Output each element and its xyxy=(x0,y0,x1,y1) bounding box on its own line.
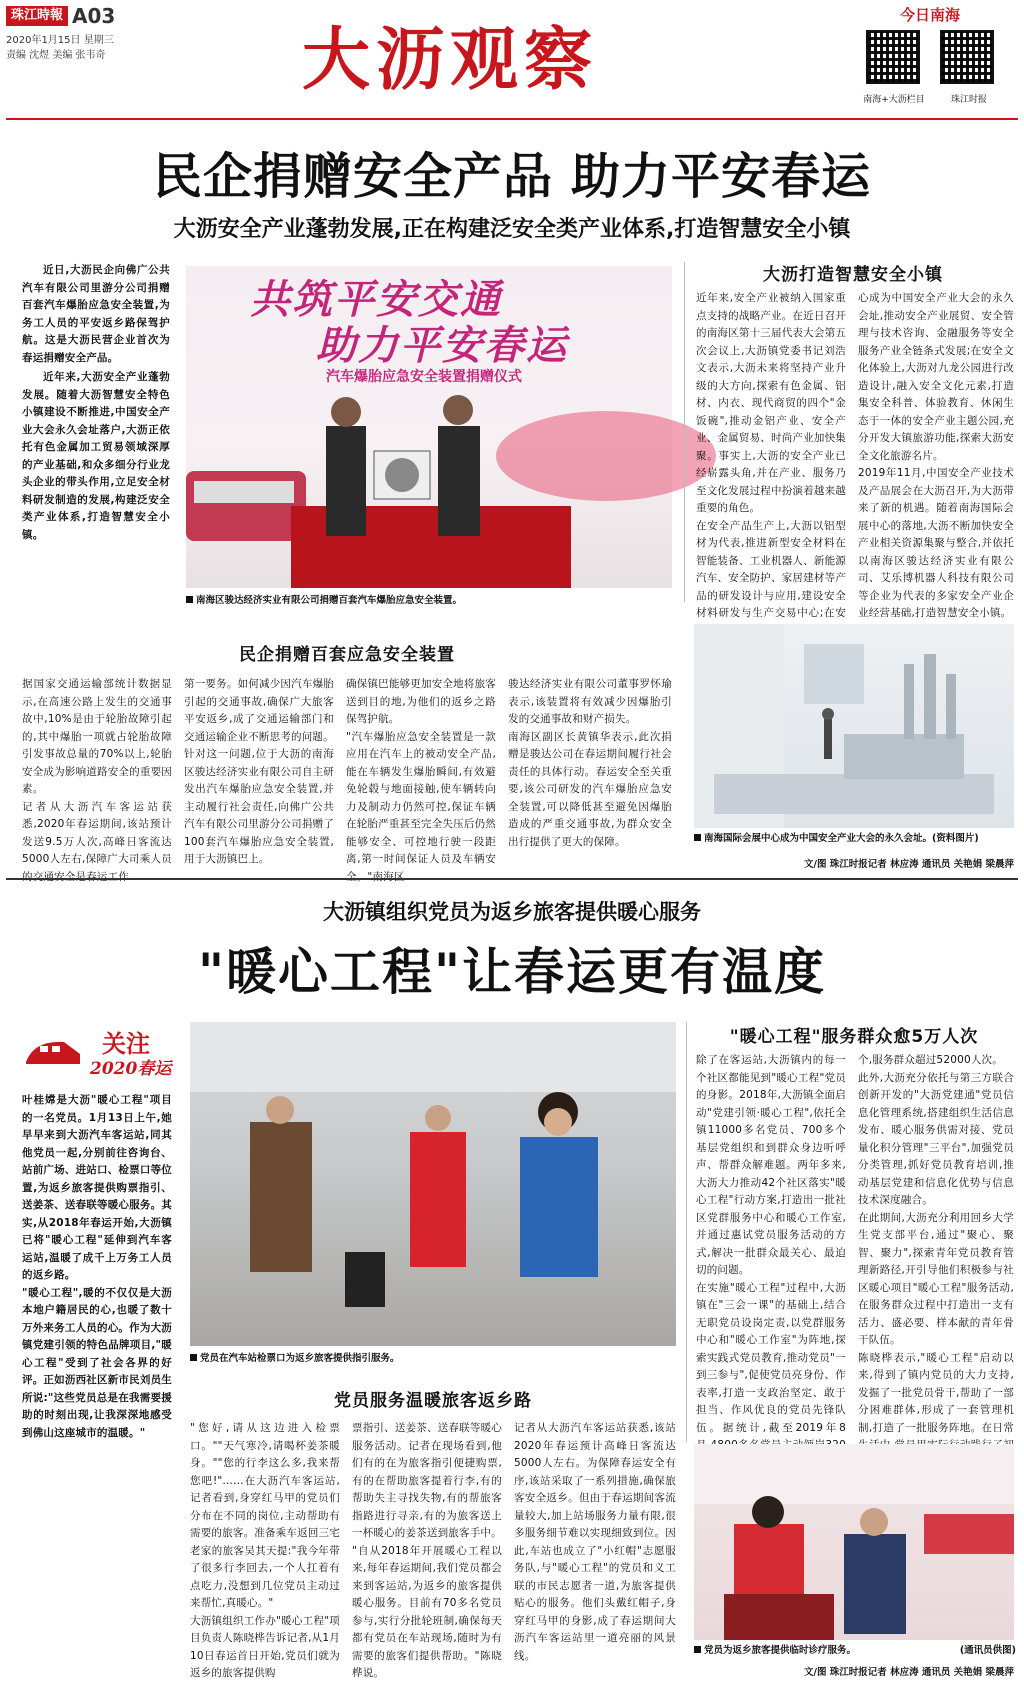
today-nanhai-badge: 今日南海 xyxy=(900,6,961,24)
qr-label-2: 珠江时报 xyxy=(950,95,987,105)
banner-line-3: 汽车爆胎应急安全装置捐赠仪式 xyxy=(326,369,522,385)
second-sub2-col-2: 票指引、送姜茶、送春联等暖心服务活动。记者在现场看到,他们有的在为旅客指引便捷购票,有的在帮助旅客提着行李,有的帮助失主寻找失物,有的帮旅客指路进行寻亲,有的为旅客送上一杯暖心的姜茶送到旅客手中。 "自从2018年开展暖心工程以来,每年春运期间,我们党员都会来到客运站,为返乡的旅客提供暖心服务。目前有70多名党员参与,实行分批轮班制,确保每天都有党员在车站现场,随时为有需要的旅客们提供帮助。"陈晓桦说。 xyxy=(352,1422,502,1679)
section-title: 大沥观察 xyxy=(301,20,598,100)
station-photo-caption: 党员在汽车站检票口为返乡旅客提供指引服务。 xyxy=(190,1352,676,1366)
lead-intro-column xyxy=(22,262,170,592)
story-divider xyxy=(6,878,1018,880)
second-side-col-2: 个,服务群众超过52000人次。 此外,大沥充分依托与第三方联合创新开发的"大沥党建通"党员信息化管理系统,搭建组织生活信息发布、暖心服务供需对接、党员量化积分管理"三平台",加强党员分类管理,抓好党员教育培训,推动基层党建和信息化优势与信息技术深度融合。 在此期间,大沥充分利用回乡大学生党支部平台,通过"聚心、聚智、聚力",探索青年党员教育管理新路径,开引导他们积极参与社区暖心项目"暖心工程"服务活动,在服务群众过程中打造出一支有活力、盛必要、样本献的青年骨干队伍。 陈晓桦表示,"暖心工程"启动以来,得到了镇内党员的大力支持,发掘了一批党员骨干,帮助了一部分困难群体,形成了一套管理机制,打造了一批服务阵地。在日常 xyxy=(858,1054,1014,1434)
logo-bottom-text: 2020春运 xyxy=(90,1059,172,1079)
second-sub2-col-1: "您好,请从这边进入检票口。""天气寒冷,请喝杯姜茶暖身。""您的行李这么多,我来帮您吧!"……在大沥汽车客运站,记者看到,身穿红马甲的党员们分布在不同的岗位,主动帮助有需要的旅客。准备乘车返回三宅老家的旅客吴其天提:"我今年带了很多行李回去,一个人扛着有点吃力,没想到几位党员主动过来帮忙,真暖心。" 大沥镇组织工作办"暖心工程"项目负责人陈晓桦告诉记者,从1月10日春运首日开始,党员们就为返乡的旅客提供购 xyxy=(190,1422,340,1679)
second-byline: 文/图 珠江时报记者 林应涛 通讯员 关艳娟 梁晨萍 xyxy=(803,1667,1014,1678)
clinic-photo xyxy=(694,1444,1014,1640)
station-photo xyxy=(190,1022,676,1346)
lead-sub2-col-1: 据国家交通运输部统计数据显示,在高速公路上发生的交通事故中,10%是由于轮胎故障引起的,其中爆胎一项就占轮胎故障引发事故总量的70%以上,轮胎安全成为影响道路安全的重要因素。 记者从大沥汽车客运站获悉,2020年春运期间,该站预计发送9.5万人次,高峰日客流达5000人左右,保障广大司乘人员的交通安全是春运工作 xyxy=(22,678,172,883)
qr-code-nanhai[interactable] xyxy=(866,30,920,84)
lead-side-col-1: 近年来,安全产业被纳入国家重点支持的战略产业。在近日召开的南海区第十三届代表大会第五次会议上,大沥镇党委书记刘浩文表示,大沥未来将坚持产业升级的大方向,探索有色金属、铝材、内衣、现代商贸的四个"金饭碗",推动金铝产业、安全产业、金属贸易、时尚产业加快集聚。事实上,大沥的安全产业已经崭露头角,并在产业、服务乃至文化发展过程中扮演着越来越重要的角色。 在安全产品生产上,大沥以铝型材为代表,推进新型安全材料在智能装备、工业机器人、新能源汽车、安全防护、家居建材等产品的研发设计与应用,建设安全材料研发与生产交易中心;在安 xyxy=(696,292,846,619)
clinic-photo-caption: 党员为返乡旅客提供临时诊疗服务。 xyxy=(694,1644,944,1658)
logo-top-text: 关注 xyxy=(102,1029,150,1058)
lead-sub2-col-4: 骏达经济实业有限公司董事罗怀瑜表示,该装置将有效减少因爆胎引发的交通事故和财产损失。 南海区副区长黄镇华表示,此次捐赠是骏达公司在春运期间履行社会责任的具体行动。春运安全至关重要,该公司研发的汽车爆胎应急安全装置,可以降低甚至避免因爆胎造成的严重交通事故,为群众安全出行提供了更大的保障。 xyxy=(508,678,672,848)
masthead-rule xyxy=(6,118,1018,120)
second-headline: "暖心工程"让春运更有温度 xyxy=(197,943,827,1001)
lead-subheadline: 大沥安全产业蓬勃发展,正在构建泛安全类产业体系,打造智慧安全小镇 xyxy=(173,217,851,242)
lead-sub2-col-3: 确保镇巴能够更加安全地将旅客送到目的地,为他们的返乡之路保驾护航。 "汽车爆胎应急安全装置是一款应用在汽车上的被动安全产品,能在车辆发生爆胎瞬间,有效避免轮毂与地面接触,使车辆转向力及制动力仍然可控,保证车辆在轮胎严重甚至完全失压后仍然能够安全、可控地行驶一段距离,第一时间保证人员及车辆安全。"南海区 xyxy=(346,678,496,883)
lead-side-title: 大沥打造智慧安全小镇 xyxy=(763,265,943,285)
banner-line-2: 助力平安春运 xyxy=(316,323,568,369)
clinic-scene xyxy=(694,1444,1014,1640)
donation-photo-caption: 南海区骏达经济实业有限公司捐赠百套汽车爆胎应急安全装置。 xyxy=(186,594,672,608)
expo-photo-caption: 南海国际会展中心成为中国安全产业大会的永久会址。(资料图片) xyxy=(694,832,1014,846)
qr-code-zhujiang[interactable] xyxy=(940,30,994,84)
second-sub2-title: 党员服务温暖旅客返乡路 xyxy=(334,1391,532,1411)
banner-line-1: 共筑平安交通 xyxy=(250,277,502,323)
lead-headline: 民企捐赠安全产品 助力平安春运 xyxy=(152,148,872,205)
lead-side-col-2: 心成为中国安全产业大会的永久会址,推动安全产业展贸、安全管理与技术咨询、金融服务等安全服务产业全链条式发展;在安全文化体验上,大沥对九龙公园进行改造设计,融入安全文化元素,打造集安全科普、体验教育、休闲生态于一体的安全产业主题公园,充分开发大镇旅游功能,探索大沥安全文化旅游名片。 2019年11月,中国安全产业技术及产品展会在大沥召开,为大沥带来了新的机遇。随着南海国际会展中心的落地,大沥不断加快安全产业相关资源集聚与整合,并依托以南海区骏达经济实业有限公司、艾乐博机器人科技有限公司等企业为代表的多家安全产业企业经营基础,打造智慧安全小镇。 xyxy=(858,292,1014,619)
masthead xyxy=(0,0,1024,120)
lead-intro-p2: 近年来,大沥安全产业蓬勃发展。随着大沥智慧安全特色小镇建设不断推进,中国安全产业大会永久会址落户,大沥正依托有色金属加工贸易领域深厚的产业基础,和众多细分行业龙头企业的带头作用,立足安全材料研发制造的发展,构建泛安全类产业体系,打造智慧安全小镇。 xyxy=(22,371,170,541)
paper-name-logo: 珠江時報 xyxy=(6,6,68,26)
expo-center-photo xyxy=(694,624,1014,828)
expo-center-scene xyxy=(694,624,1014,828)
issue-date: 2020年1月15日 星期三 xyxy=(6,35,114,46)
lead-sub2-title: 民企捐赠百套应急安全装置 xyxy=(239,645,455,665)
second-divider xyxy=(686,1022,687,1442)
second-side-title: "暖心工程"服务群众愈5万人次 xyxy=(729,1027,979,1047)
station-scene xyxy=(190,1022,676,1346)
lead-divider xyxy=(684,262,685,602)
lead-byline: 文/图 珠江时报记者 林应涛 通讯员 关艳娟 梁晨萍 xyxy=(803,859,1014,870)
donation-photo xyxy=(186,266,672,588)
qr-label-1: 南海+大沥栏目 xyxy=(863,95,925,105)
lead-sub2-col-2: 第一要务。如何减少因汽车爆胎引起的交通事故,确保广大旅客平安返乡,成了交通运输部门和交通运输企业不断思考的问题。 针对这一问题,位于大沥的南海区骏达经济实业有限公司自主研发出汽车爆胎应急安全装置,并主动履行社会责任,向佛广公共汽车有限公司里游分公司捐赠了100套汽车爆胎应急安全装置,用于大沥镇巴上。 xyxy=(184,678,334,865)
editors: 责编 沈煜 美编 张韦奇 xyxy=(6,50,106,61)
clinic-photo-credit: (通讯员供图) xyxy=(959,1645,1016,1656)
train-icon xyxy=(24,1032,84,1072)
second-sub2-col-3: 记者从大沥汽车客运站获悉,该站2020年春运预计高峰日客流达5000人左右。为保障春运安全有序,该站采取了一系列措施,确保旅客安全返乡。但由于春运期间客流量较大,加上站场服务力量有限,很多服务细节难以实现细致到位。因此,车站也成立了"小红帽"志愿服务队,与"暖心工程"的党员和义工联的市民志愿者一道,为旅客提供贴心的服务。他们头戴红帽子,身穿红马甲的身影,成了春运期间大沥汽车客运站里一道亮丽的风景线。 xyxy=(514,1422,676,1662)
page-number: A03 xyxy=(72,4,116,28)
second-kicker: 大沥镇组织党员为返乡旅客提供暖心服务 xyxy=(323,900,701,924)
chunyun-logo xyxy=(24,1022,174,1082)
second-left-column: 叶桂嫦是大沥"暖心工程"项目的一名党员。1月13日上午,她早早来到大沥汽车客运站,同其他党员一起,分别前往咨询台、站前广场、进站口、检票口等位置,为返乡旅客提供购票指引、送姜茶、送春联等暖心服务。其实,从2018年春运开始,大沥镇已将"暖心工程"延伸到汽车客运站,温暖了成千上万务工人员的返乡路。 "暖心工程",暖的不仅仅是大沥本地户籍居民的心,也暖了数十万外来务工人员的心。作为大沥镇党建引领的特色品牌项目,"暖心工程"受到了社会各界的好评。正如沥西社区新市民刘员生所说:"这些党员总是在我需要援助的时刻出现,让我深深地感受到佛山这座城市的温暖。" xyxy=(22,1094,172,1439)
lead-intro-p1: 近日,大沥民企向佛广公共汽车有限公司里游分公司捐赠百套汽车爆胎应急安全装置,为务工人员的平安返乡路保驾护航。这是大沥民营企业首次为春运捐赠安全产品。 xyxy=(22,264,170,364)
second-side-col-1: 除了在客运站,大沥镇内的每一个社区都能见到"暖心工程"党员的身影。2018年,大沥镇全面启动"党建引领·暖心工程",依托全镇11000多名党员、700多个基层党组织和到群众身边听呼声、帮群众解难题。两年多来,大沥大力推动42个社区落实"暖心工程"行动方案,打造出一批社区党群服务中心和暖心工作室,并通过惠试党员服务活动的方式,解决一批群众最关心、最迫切的问题。 在实施"暖心工程"过程中,大沥镇在"三会一课"的基础上,结合无职党员设岗定责,以党群服务中心和"暖心工作室"为阵地,探索实践式党员教育,推动党员"一到三参与",促使党员亮身份、作表率,打造一支政治坚定、敢于担当、作风优良的党员先锋队伍。据统计,截至2019年8 xyxy=(696,1054,846,1434)
